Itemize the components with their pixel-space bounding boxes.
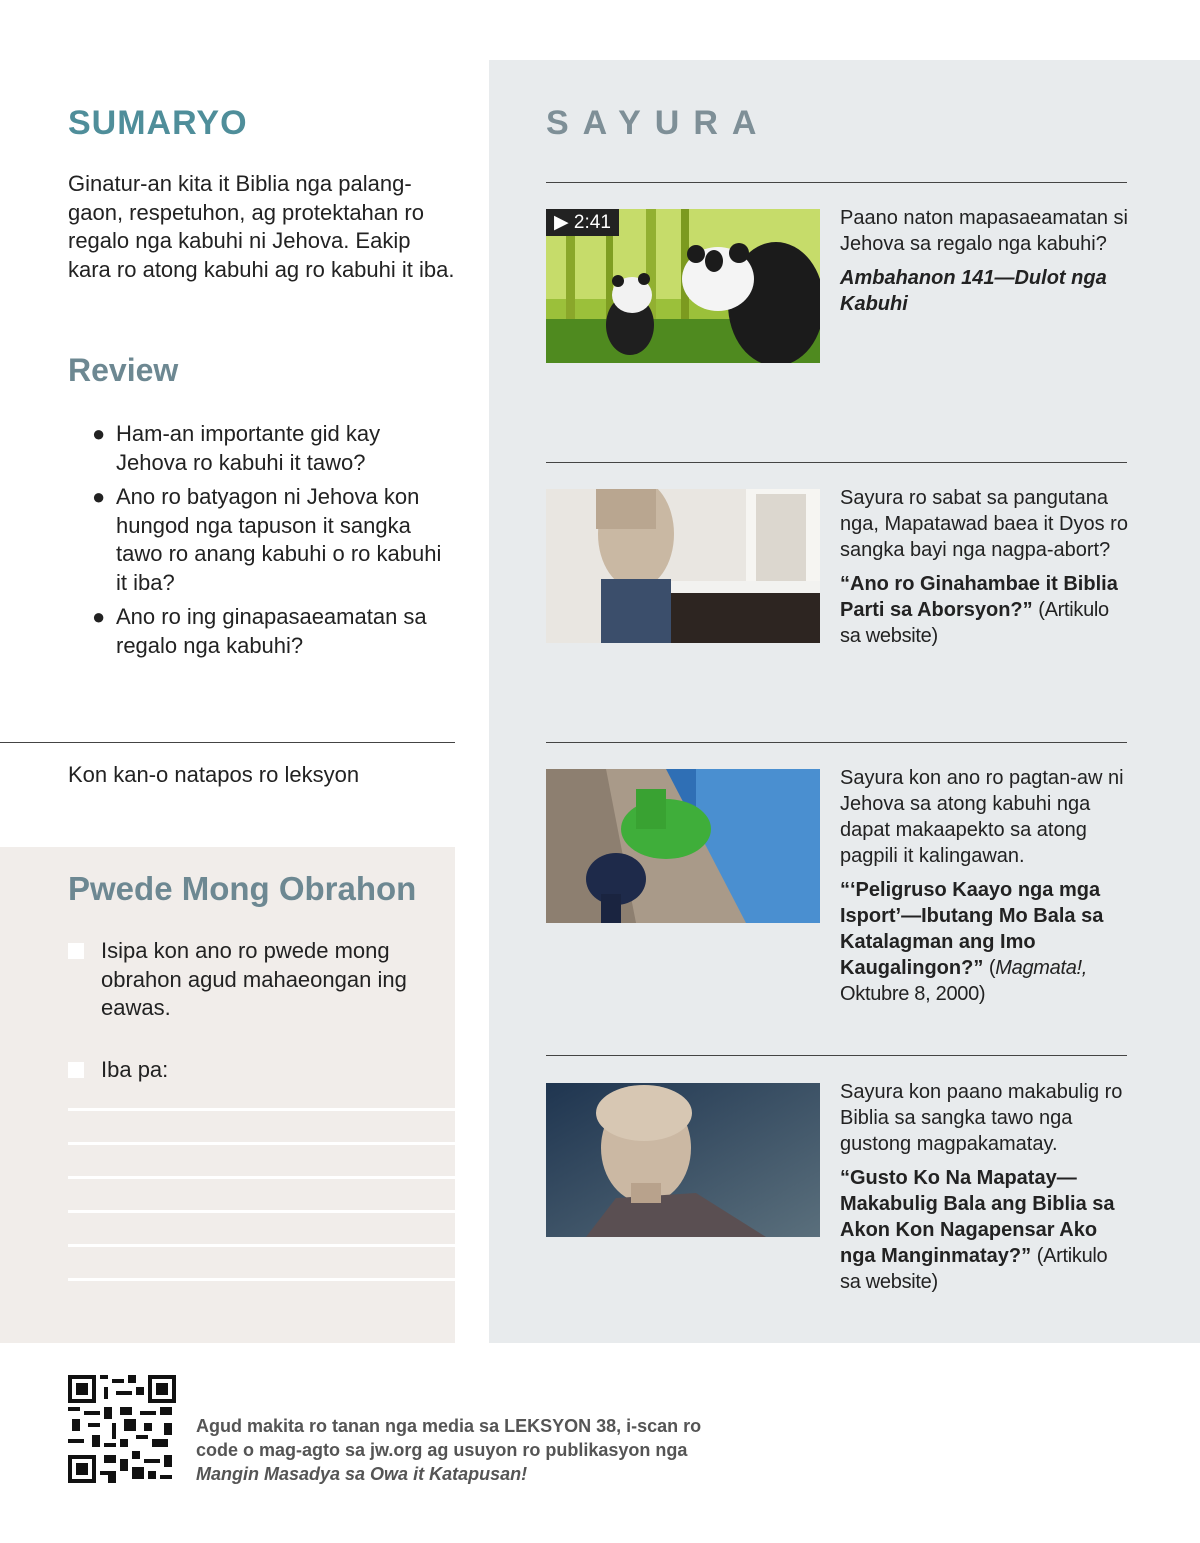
review-item-text: Ano ro batyagon ni Jehova kon hungod nga tapuson it sangka tawo ro anang kabuhi o ro kabuhi it iba? [116, 484, 442, 595]
explore-item [840, 765, 1130, 1007]
explore-reference[interactable]: “Gusto Ko Na Mapatay—Makabulig Bala ang Biblia sa Akon Kon Nagapensar Ako nga Manginmatay?” (Artikulo sa website) [840, 1167, 1115, 1293]
list-item [92, 603, 452, 660]
completed-label: Kon kan-o natapos ro leksyon [68, 762, 360, 787]
write-line[interactable] [68, 1108, 455, 1111]
write-line[interactable] [68, 1278, 455, 1281]
explore-reference[interactable]: “‘Peligruso Kaayo nga mga Isport’—Ibutang Mo Bala sa Katalagman ang Imo Kaugalingon?” (Magmata!, Oktubre 8, 2000) [840, 879, 1104, 1005]
review-item-text: Ham-an importante gid kay Jehova ro kabuhi it tawo? [116, 421, 381, 475]
divider [546, 1055, 1127, 1056]
review-title: Review [68, 352, 179, 388]
bullet-icon: ● [92, 421, 106, 446]
summary-title: SUMARYO [68, 104, 248, 142]
list-item [92, 420, 452, 477]
divider [546, 462, 1127, 463]
image-thumbnail-climber[interactable] [546, 769, 820, 923]
explore-question: Sayura ro sabat sa pangutana nga, Mapatawad baea it Dyos ro sangka bayi nga nagpa-abort? [840, 487, 1128, 561]
bullet-icon: ● [92, 604, 106, 629]
qr-code-graphic [68, 1375, 176, 1483]
image-thumbnail-pregnant-woman[interactable] [546, 489, 820, 643]
write-line[interactable] [68, 1244, 455, 1247]
list-item [92, 483, 452, 597]
explore-item [840, 485, 1130, 649]
explore-question: Sayura kon paano makabulig ro Biblia sa sangka tawo nga gustong magpakamatay. [840, 1081, 1123, 1155]
todo-item [68, 937, 428, 1023]
todo-item-text: Iba pa: [101, 1057, 169, 1082]
checkbox[interactable] [68, 1062, 84, 1078]
write-line[interactable] [68, 1176, 455, 1179]
video-thumbnail-pandas[interactable] [546, 209, 820, 363]
explore-item [840, 205, 1130, 317]
write-line[interactable] [68, 1142, 455, 1145]
explore-question: Paano naton mapasaeamatan si Jehova sa regalo nga kabuhi? [840, 207, 1128, 255]
explore-title: SAYURA [546, 104, 771, 142]
checkbox[interactable] [68, 943, 84, 959]
divider [546, 742, 1127, 743]
explore-reference[interactable]: Ambahanon 141—Dulot nga Kabuhi [840, 267, 1107, 315]
video-duration: ▶ 2:41 [546, 209, 619, 236]
qr-code-icon[interactable] [68, 1375, 176, 1483]
write-line[interactable] [68, 1210, 455, 1213]
divider [0, 742, 455, 743]
play-icon: ▶ [554, 212, 569, 233]
explore-question: Sayura kon ano ro pagtan-aw ni Jehova sa atong kabuhi nga dapat makaapekto sa atong pagpili it kalingawan. [840, 767, 1124, 867]
explore-reference[interactable]: “Ano ro Ginahambae it Biblia Parti sa Aborsyon?” (Artikulo sa website) [840, 573, 1118, 647]
bullet-icon: ● [92, 484, 106, 509]
todo-item-text: Isipa kon ano ro pwede mong obrahon agud mahaeongan ing eawas. [101, 938, 407, 1020]
explore-item [840, 1079, 1130, 1295]
rock-climber-photo [546, 769, 820, 923]
woman-bathroom-photo [546, 489, 820, 643]
review-item-text: Ano ro ing ginapasaeamatan sa regalo nga kabuhi? [116, 604, 427, 658]
review-list [92, 420, 452, 666]
divider [546, 182, 1127, 183]
sad-man-illustration [546, 1083, 820, 1237]
image-thumbnail-sad-man[interactable] [546, 1083, 820, 1237]
summary-text: Ginatur-an kita it Biblia nga palang-gaon, respetuhon, ag protektahan ro regalo nga kabuhi ni Jehova. Eakip kara ro atong kabuhi ag ro kabuhi it iba. [68, 171, 455, 282]
todo-panel [0, 847, 455, 1343]
footer-text: Agud makita ro tanan nga media sa LEKSYON 38, i-scan ro code o mag-agto sa jw.org ag usuyon ro publikasyon nga Mangin Masadya sa Owa it Katapusan! [196, 1416, 702, 1484]
todo-item [68, 1056, 428, 1085]
todo-title: Pwede Mong Obrahon [68, 870, 417, 907]
